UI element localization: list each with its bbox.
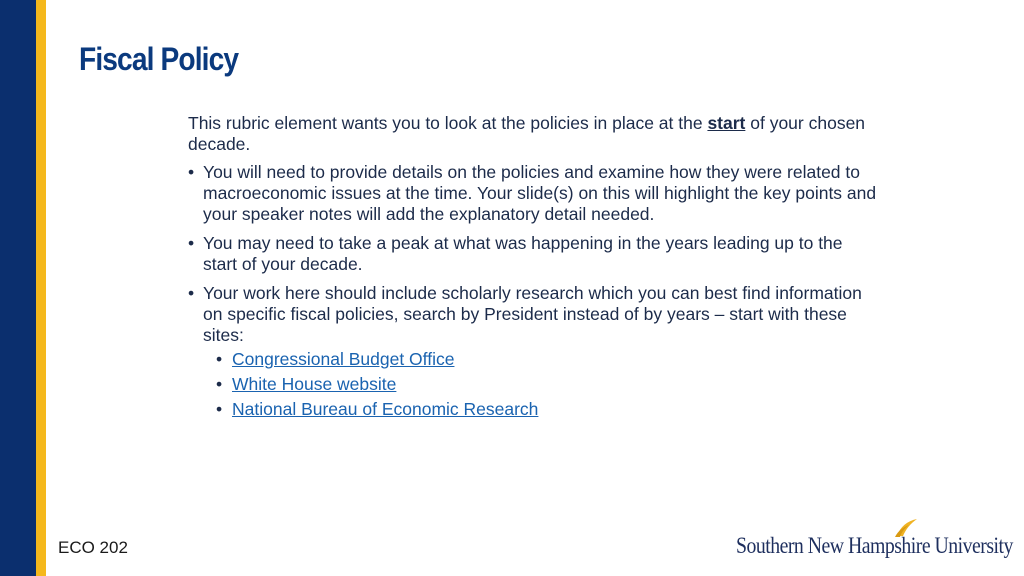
link-congressional-budget-office[interactable]: Congressional Budget Office: [232, 349, 455, 369]
bullet-text: Your work here should include scholarly research which you can best find information on specific fiscal policies, search by President instead of by years – start with these sites:: [203, 283, 862, 345]
link-national-bureau-economic-research[interactable]: National Bureau of Economic Research: [232, 399, 539, 419]
list-item: [188, 162, 878, 225]
list-item: [216, 399, 878, 420]
link-white-house-website[interactable]: White House website: [232, 374, 397, 394]
intro-paragraph: [188, 113, 878, 155]
slide-title: Fiscal Policy: [79, 41, 239, 77]
slide-body: [188, 113, 878, 428]
bullet-glyph: •: [188, 283, 195, 303]
list-item: [216, 374, 878, 395]
bullet-glyph: •: [216, 349, 223, 369]
bullet-text: You will need to provide details on the policies and examine how they were related to macroeconomic issues at the time. Your slide(s) on this will highlight the key points and your speaker notes will add the explanatory detail needed.: [203, 162, 877, 224]
bullet-text: You may need to take a peak at what was happening in the years leading up to the start of your decade.: [203, 233, 843, 274]
resource-link-list: [203, 349, 878, 420]
side-bar-gold: [36, 0, 46, 576]
bullet-glyph: •: [216, 374, 223, 394]
bullet-glyph: •: [188, 233, 195, 253]
university-logo: [736, 518, 1013, 562]
side-bar-navy: [0, 0, 36, 576]
list-item: [188, 233, 878, 275]
intro-text-before: This rubric element wants you to look at the policies in place at the: [188, 113, 708, 133]
list-item: [216, 349, 878, 370]
list-item: [188, 283, 878, 420]
bullet-list: [188, 162, 878, 420]
logo-wordmark: Southern New Hampshire University: [736, 533, 1013, 558]
course-code: ECO 202: [58, 538, 128, 557]
intro-text-after: of your chosen decade.: [188, 113, 866, 154]
bullet-glyph: •: [216, 399, 223, 419]
bullet-glyph: •: [188, 162, 195, 182]
intro-emphasis: start: [707, 113, 746, 133]
